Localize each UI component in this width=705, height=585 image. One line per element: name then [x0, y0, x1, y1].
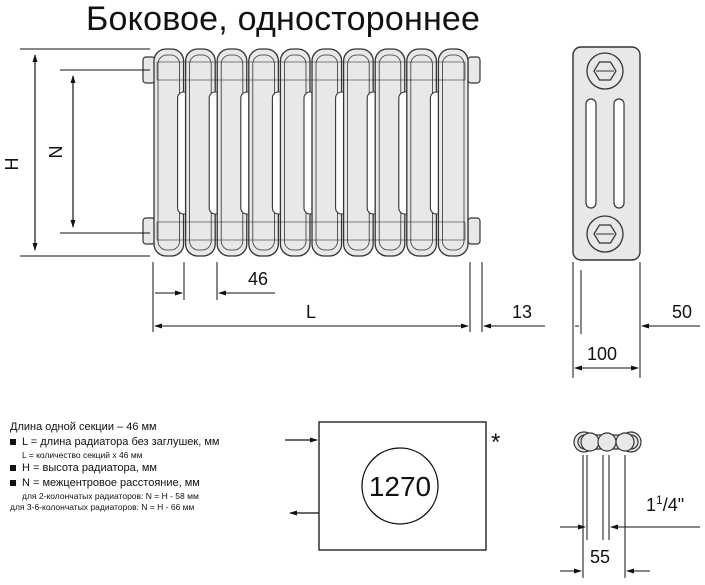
depth-offset-label: 50 [672, 302, 693, 322]
legend-n-3-6col: для 3-6-колончатых радиаторов: N = H - 66 мм [10, 502, 195, 513]
legend [10, 420, 219, 514]
pipe-thread-dimension [560, 493, 700, 527]
legend-h-text: H = высота радиатора, мм [22, 462, 157, 475]
pipe-distance-dimension [560, 547, 650, 571]
radiator-front-view [143, 49, 480, 256]
center-distance-dimension [46, 70, 150, 233]
legend-h-definition [10, 461, 219, 476]
radiator-side-view [573, 47, 640, 260]
connection-schematic [285, 422, 500, 550]
section-width-label: 46 [248, 269, 269, 289]
model-code: 1270 [368, 471, 432, 502]
bullet-icon [10, 439, 16, 445]
pipe-distance-label: 55 [590, 547, 611, 567]
legend-n-definition [10, 476, 219, 491]
plug-label: 13 [512, 302, 533, 322]
legend-l-formula: L = количество секций x 46 мм [22, 449, 143, 460]
center-distance-label: N [46, 145, 66, 159]
pipe-thread-label [646, 493, 684, 515]
section-width-dimension [153, 262, 275, 332]
bullet-icon [10, 465, 16, 471]
plug-dimension [484, 302, 545, 326]
pipe-thread-main: 1 [646, 495, 657, 515]
legend-n-2col: для 2-колончатых радиаторов: N = H - 58 мм [22, 490, 199, 501]
bottom-right-plug [468, 218, 480, 244]
legend-n-text: N = межцентровое расстояние, мм [22, 477, 200, 489]
depth-dimension [575, 344, 638, 368]
length-label: L [306, 302, 317, 322]
top-right-plug [468, 57, 480, 83]
bullet-icon [10, 480, 16, 486]
diagram-title: Боковое, одностороннее [86, 0, 481, 38]
legend-l-definition [10, 435, 219, 450]
pipe-thread-sup: 1 [656, 493, 663, 507]
pipe-thread-sub: /4" [662, 495, 685, 515]
legend-section-length: Длина одной секции – 46 мм [10, 421, 157, 433]
height-dimension [2, 49, 150, 256]
depth-label: 100 [587, 344, 618, 364]
length-dimension [155, 262, 482, 332]
legend-l-text: L = длина радиатора без заглушек, мм [22, 435, 220, 448]
bottom-left-plug [143, 218, 155, 244]
asterisk: * [491, 429, 501, 456]
height-label: H [2, 157, 22, 171]
